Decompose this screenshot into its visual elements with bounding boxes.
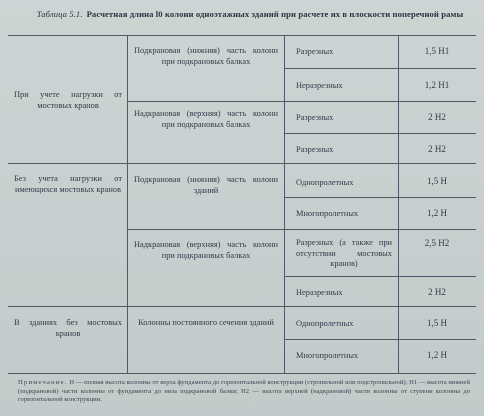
part-separator-1 (127, 101, 476, 102)
group-separator-2 (8, 306, 476, 307)
length-value: 1,2 H (427, 350, 447, 360)
beam-type: Многопролетных (296, 351, 359, 360)
table-bottom-border (8, 373, 476, 374)
length-value: 1,5 H (427, 176, 447, 186)
column-part-label: Надкрановая (верхняя) часть колонн при подкрановых балках (134, 109, 278, 129)
beam-type: Многопролетных (296, 209, 359, 218)
group-label: В зданиях без мостовых кранов (14, 318, 122, 338)
column-divider-3 (398, 35, 399, 374)
column-divider-1 (127, 35, 128, 374)
column-part-label: Подкрановая (нижняя) часть колонн зданий (134, 175, 278, 195)
length-value: 2,5 H2 (424, 238, 450, 248)
length-value: 1,5 H1 (424, 46, 450, 56)
part-separator-2 (127, 229, 476, 230)
column-part-label: Колонны постоянного сечения зданий (138, 318, 274, 327)
table-title: Расчетная длина l0 колонн одноэтажных зданий при расчете их в плоскости поперечной рамы (86, 9, 464, 19)
length-value: 2 H2 (428, 287, 446, 297)
beam-type: Неразрезных (296, 81, 343, 90)
subrow-separator (284, 68, 476, 69)
group-label: При учете нагрузки от мостовых кранов (14, 90, 122, 110)
note-label: Примечание. (18, 379, 68, 386)
column-divider-2 (284, 35, 285, 374)
subrow-separator (284, 276, 476, 277)
table-top-border (8, 35, 476, 36)
length-value: 1,2 H1 (424, 80, 450, 90)
beam-type: Разрезных (296, 47, 334, 56)
length-value: 1,5 H (427, 318, 447, 328)
table-note (18, 379, 470, 405)
length-value: 2 H2 (428, 112, 446, 122)
table-number: Таблица 5.1. (36, 9, 83, 19)
subrow-separator (284, 339, 476, 340)
group-label: Без учета нагрузки от имеющихся мостовых кранов (14, 174, 122, 194)
length-value: 2 H2 (428, 144, 446, 154)
subrow-separator (284, 133, 476, 134)
beam-type: Разрезных (296, 145, 334, 154)
column-part-label: Надкрановая (верхняя) часть колонн при подкрановых балках (134, 240, 278, 260)
beam-type: Однопролетных (296, 319, 354, 328)
beam-type: Разрезных (296, 113, 334, 122)
beam-type: Однопролетных (296, 178, 354, 187)
beam-type: Неразрезных (296, 288, 343, 297)
length-value: 1,2 H (427, 208, 447, 218)
column-part-label: Подкрановая (нижняя) часть колонн при подкрановых балках (134, 46, 278, 66)
table-caption (30, 9, 470, 20)
group-separator-1 (8, 163, 476, 164)
beam-type: Разрезных (а также при отсутствии мостовых кранов) (296, 238, 392, 268)
subrow-separator (284, 197, 476, 198)
note-text: H — полная высота колонны от верха фундамента до горизонтальной конструкции (стропильной или подстропильной); H1 — высота нижней (подкрановой) части колонны от фундамента до низа подкрановой балки; H2 — высота верхней (надкрановой) части колонны от ступени колонны до горизонтальной конструкции. (18, 379, 470, 404)
